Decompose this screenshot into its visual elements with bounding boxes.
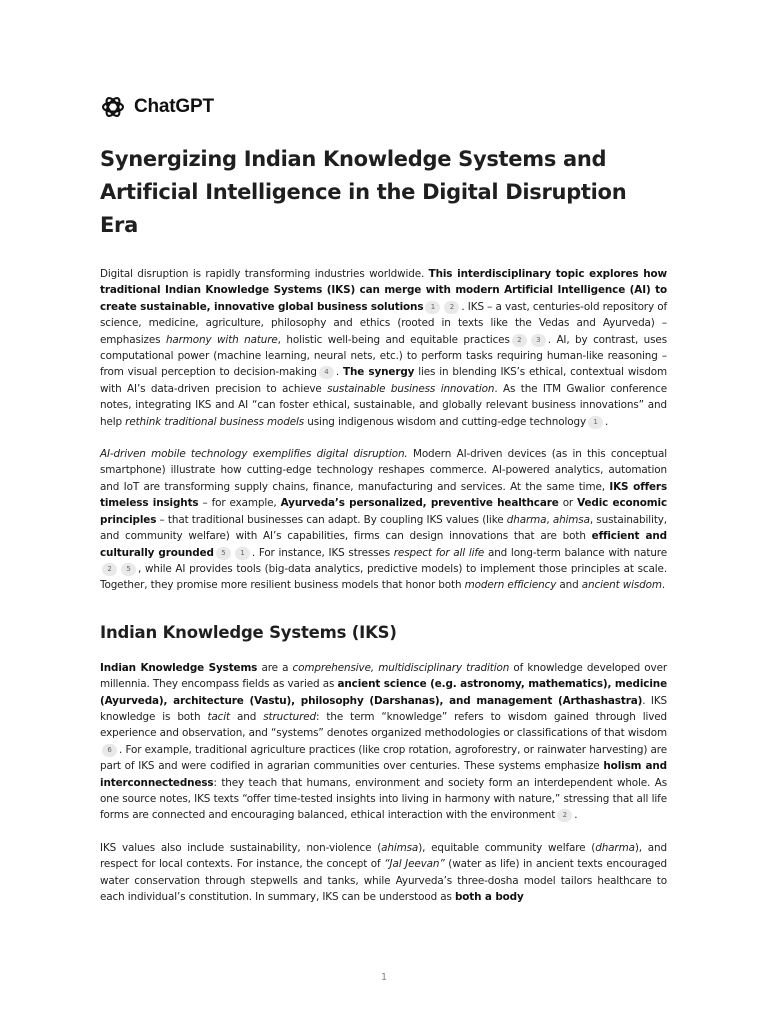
text-run: ), equitable community welfare ( xyxy=(418,841,596,854)
text-run: , while AI provides tools (big-data analytics, predictive models) to implement those principles at scale. Together, they promise more resilient business models that honor both xyxy=(100,562,667,592)
italic-text: sustainable business innovation xyxy=(327,382,495,395)
text-run: . IKS – a vast, centuries-old repository of science, medicine, agriculture, philosophy and ethics (rooted in texts like the Vedas and Ayurveda) – emphasizes xyxy=(100,300,667,346)
brand-name: ChatGPT xyxy=(134,96,214,117)
text-run: : they teach that humans, environment and society form an interdependent whole. As one source notes, IKS texts “offer time-tested insights into living in harmony with nature,” stressing that all life forms are connected and encouraging balanced, ethical interaction with the environment xyxy=(100,776,667,822)
bold-text: IKS offers timeless insights xyxy=(100,480,668,510)
bold-text: efficient and culturally grounded xyxy=(100,530,667,559)
bold-text: ancient science (e.g. astronomy, mathematics), medicine (Ayurveda), architecture (Vastu), philosophy (Darshanas), and management (Arthashastra) xyxy=(100,678,667,707)
citation-chip[interactable]: 4 xyxy=(319,366,334,379)
iks-values-paragraph xyxy=(100,840,667,906)
text-run: or xyxy=(558,497,578,510)
text-run: – that traditional businesses can adapt. By coupling IKS values (like xyxy=(156,513,507,526)
text-run: IKS values also include sustainability, non-violence ( xyxy=(100,841,382,854)
bold-text: Vedic economic principles xyxy=(100,497,667,526)
citation-chip[interactable]: 6 xyxy=(102,744,117,757)
text-run: (water as life) in ancient texts encouraged water conservation through stepwells and tanks, while Ayurveda’s three-dosha model tailors healthcare to each individual’s constitution. In summary, IKS can be understood as xyxy=(100,858,667,903)
text-run: . xyxy=(605,415,609,428)
iks-definition-paragraph xyxy=(100,660,667,824)
bold-text: The synergy xyxy=(343,366,415,379)
citation-chip[interactable]: 2 xyxy=(557,809,572,822)
text-run: are a xyxy=(257,661,293,674)
italic-text: ahimsa xyxy=(552,513,590,526)
text-run: . As the ITM Gwalior conference notes, integrating IKS and AI “can foster ethical, sustainable, and globally relevant business innovations” and help xyxy=(100,382,668,428)
text-run: – for example, xyxy=(198,497,281,510)
text-run: , xyxy=(546,513,553,526)
italic-text: comprehensive, multidisciplinary tradition xyxy=(292,661,510,674)
citation-chip[interactable]: 1 xyxy=(588,416,603,429)
citation-chip[interactable]: 1 xyxy=(425,301,440,314)
intro-paragraph xyxy=(100,266,667,430)
text-run: . xyxy=(661,579,666,592)
text-run: Digital disruption is rapidly transforming industries worldwide. xyxy=(100,268,429,280)
text-run: lies in blending IKS’s ethical, contextual wisdom with AI’s data-driven precision to achieve xyxy=(100,366,667,395)
text-run: . For instance, IKS stresses xyxy=(251,546,394,559)
italic-text: ancient wisdom xyxy=(581,579,662,592)
section-heading: Indian Knowledge Systems (IKS) xyxy=(100,622,397,642)
text-run: and xyxy=(556,579,582,592)
text-run: and long-term balance with nature xyxy=(484,546,667,559)
brand-header xyxy=(100,93,667,121)
citation-chip[interactable]: 5 xyxy=(216,547,231,560)
text-run: . AI, by contrast, uses computational power (machine learning, neural nets, etc.) to perform tasks requiring human-like reasoning – from visual perception to decision-making xyxy=(100,333,667,379)
page-number: 1 xyxy=(380,972,388,983)
text-run: . IKS knowledge is both xyxy=(100,694,667,723)
bold-text: This interdisciplinary topic explores how traditional Indian Knowledge Systems (IKS) can merge with modern Artificial Intelligence (AI) to create sustainable, innovative global business solutions xyxy=(100,268,667,313)
citation-chip[interactable]: 5 xyxy=(121,563,136,576)
text-run: ), and respect for local contexts. For instance, the concept of xyxy=(100,841,667,871)
citation-chip[interactable]: 1 xyxy=(235,547,250,560)
italic-text: modern efficiency xyxy=(464,579,557,592)
mobile-tech-paragraph xyxy=(100,446,667,594)
citation-chip[interactable]: 2 xyxy=(102,563,117,576)
document-page xyxy=(100,93,667,905)
text-run: and xyxy=(230,710,264,723)
italic-text: ahimsa xyxy=(381,841,419,854)
italic-text: rethink traditional business models xyxy=(125,415,305,428)
text-run: : the term “knowledge” refers to wisdom gained through lived experience and observation, and “systems” denotes organized methodologies or classifications of that wisdom xyxy=(100,710,668,740)
text-run: using indigenous wisdom and cutting-edge technology xyxy=(304,415,586,428)
bold-text: holism and interconnectedness xyxy=(100,760,668,789)
openai-logo-icon xyxy=(100,94,126,120)
text-run: Modern AI-driven devices (as in this conceptual smartphone) illustrate how cutting-edge technology reshapes commerce. AI-powered analytics, automation and IoT are transforming supply chains, finance, manufacturing and services. At the same time, xyxy=(100,448,667,493)
italic-text: respect for all life xyxy=(393,546,485,559)
italic-text: tacit xyxy=(207,710,230,723)
italic-text: AI-driven mobile technology exemplifies digital disruption. xyxy=(100,448,408,461)
citation-chip[interactable]: 2 xyxy=(444,301,459,314)
citation-chip[interactable]: 3 xyxy=(531,334,546,347)
text-run: , holistic well-being and equitable practices xyxy=(277,333,510,346)
italic-text: “Jal Jeevan” xyxy=(384,858,445,871)
bold-text: Indian Knowledge Systems xyxy=(100,661,258,674)
italic-text: structured xyxy=(263,710,317,723)
text-run: , sustainability, and community welfare) with AI’s capabilities, firms can design innovations that are both xyxy=(100,513,667,543)
text-run: of knowledge developed over millennia. They encompass fields as varied as xyxy=(100,661,667,691)
text-run: . xyxy=(335,366,344,379)
citation-chip[interactable]: 2 xyxy=(512,334,527,347)
bold-text: Ayurveda’s personalized, preventive healthcare xyxy=(280,497,559,510)
italic-text: dharma xyxy=(595,841,635,854)
italic-text: harmony with nature xyxy=(165,333,278,346)
bold-text: both a body xyxy=(454,891,524,903)
text-run: . For example, traditional agriculture practices (like crop rotation, agroforestry, or rainwater harvesting) are part of IKS and were codified in agrarian communities over centuries. These systems emphasize xyxy=(100,743,667,773)
text-run: . xyxy=(574,809,578,822)
document-title: Synergizing Indian Knowledge Systems and Artificial Intelligence in the Digital Disruption Era xyxy=(100,147,627,237)
italic-text: dharma xyxy=(506,513,547,526)
